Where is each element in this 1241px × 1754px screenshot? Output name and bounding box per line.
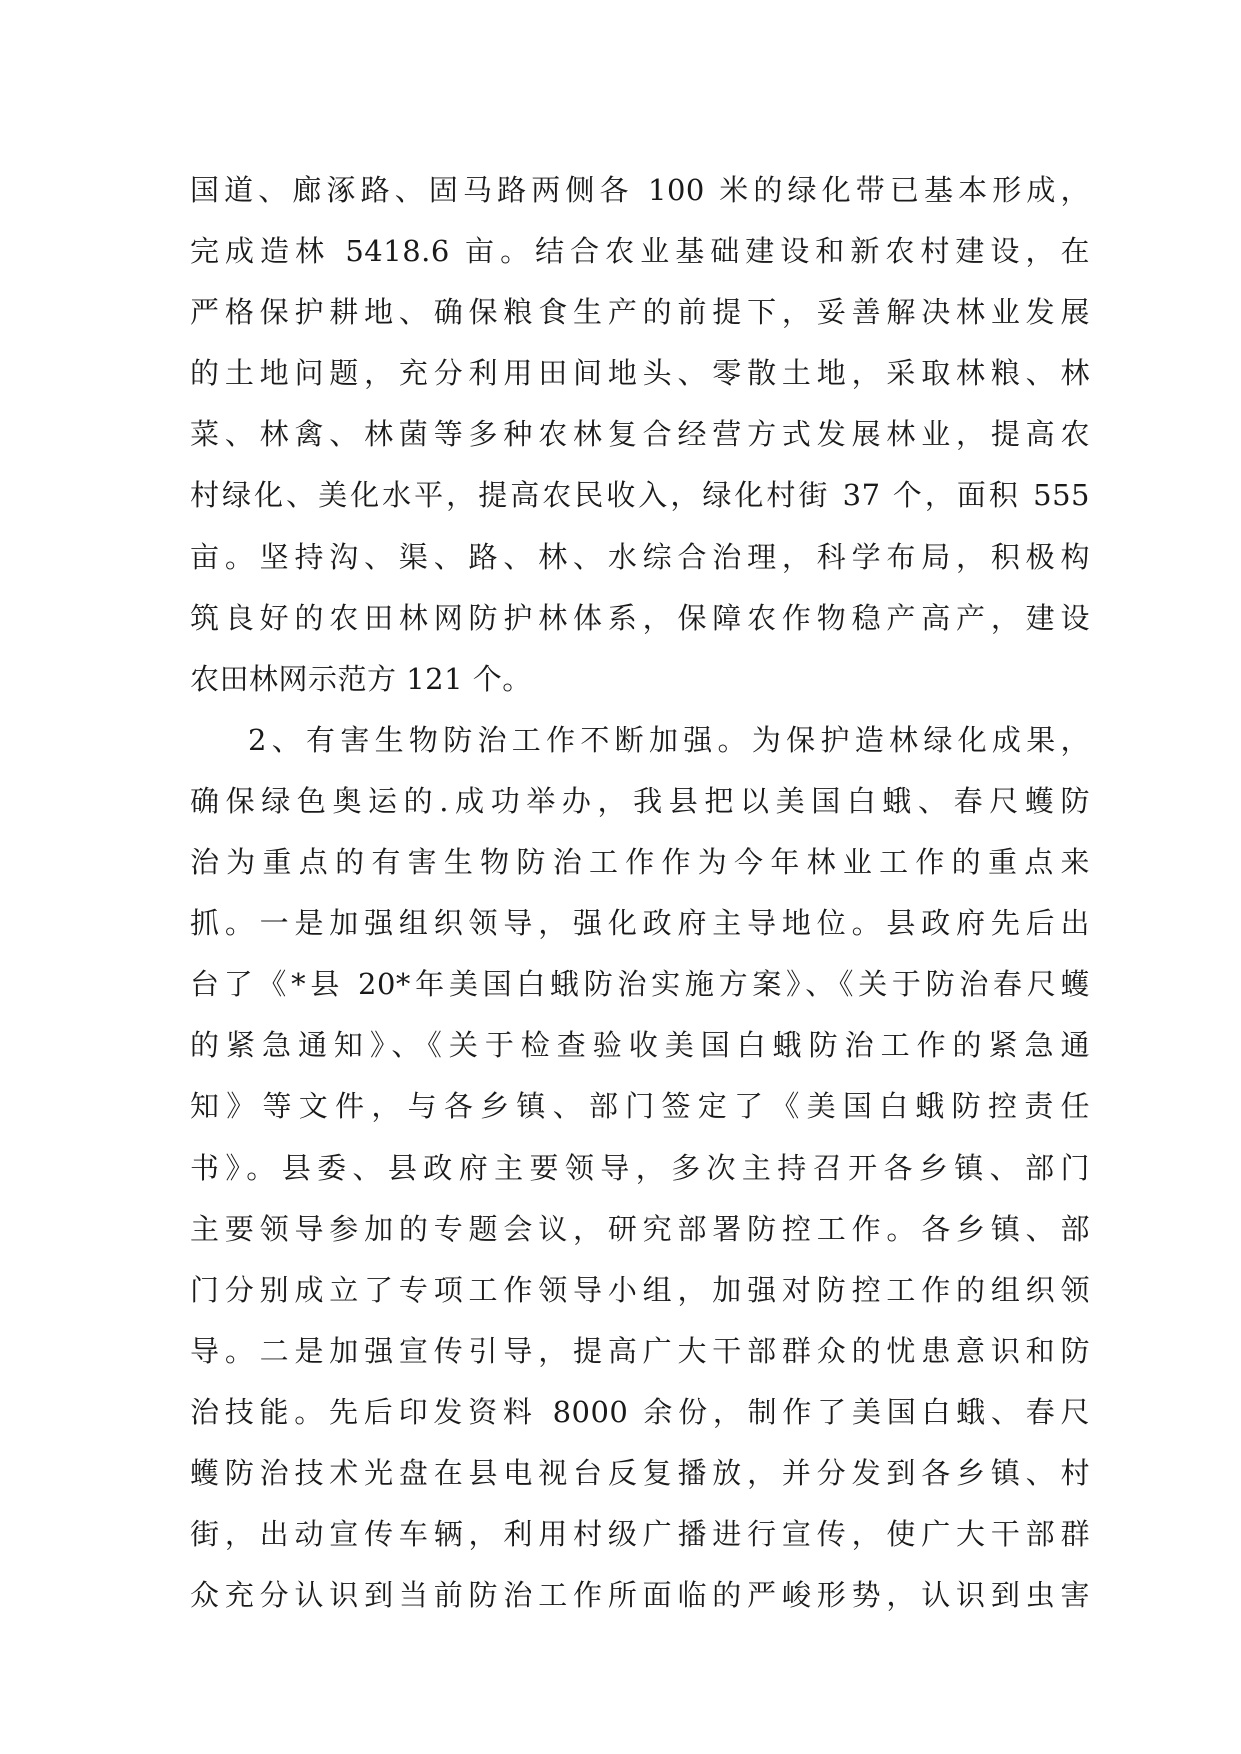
text-line: 村绿化、美化水平，提高农民收入，绿化村街 37 个，面积 555 xyxy=(190,478,1090,513)
text-line: 治技能。先后印发资料 8000 余份，制作了美国白蛾、春尺 xyxy=(190,1394,1090,1429)
text-line: 众充分认识到当前防治工作所面临的严峻形势，认识到虫害 xyxy=(190,1578,1090,1613)
text-line: 国道、廊涿路、固马路两侧各 100 米的绿化带已基本形成， xyxy=(190,173,1090,207)
text-line: 书》。县委、县政府主要领导，多次主持召开各乡镇、部门 xyxy=(190,1150,1090,1185)
text-line: 门分别成立了专项工作领导小组，加强对防控工作的组织领 xyxy=(190,1272,1090,1307)
text-line: 的紧急通知》、《关于检查验收美国白蛾防治工作的紧急通 xyxy=(190,1028,1090,1063)
text-line: 完成造林 5418.6 亩。结合农业基础建设和新农村建设，在 xyxy=(190,234,1090,269)
body-text xyxy=(190,160,1090,1626)
text-line: 台了《*县 20*年美国白蛾防治实施方案》、《关于防治春尺蠖 xyxy=(190,967,1090,1002)
text-line: 蠖防治技术光盘在县电视台反复播放，并分发到各乡镇、村 xyxy=(190,1455,1090,1490)
text-line: 亩。坚持沟、渠、路、林、水综合治理，科学布局，积极构 xyxy=(190,539,1090,574)
paragraph-start-line: 2、有害生物防治工作不断加强。为保护造林绿化成果， xyxy=(248,722,1090,757)
text-line: 抓。一是加强组织领导，强化政府主导地位。县政府先后出 xyxy=(190,906,1090,941)
text-line: 筑良好的农田林网防护林体系，保障农作物稳产高产，建设 xyxy=(190,600,1090,635)
text-line: 菜、林禽、林菌等多种农林复合经营方式发展林业，提高农 xyxy=(190,417,1090,452)
text-line: 确保绿色奥运的.成功举办，我县把以美国白蛾、春尺蠖防 xyxy=(190,783,1090,818)
text-line: 知》等文件，与各乡镇、部门签定了《美国白蛾防控责任 xyxy=(190,1089,1090,1124)
text-line: 主要领导参加的专题会议，研究部署防控工作。各乡镇、部 xyxy=(190,1211,1090,1246)
text-line: 农田林网示范方 121 个。 xyxy=(190,661,532,696)
text-line: 街，出动宣传车辆，利用村级广播进行宣传，使广大干部群 xyxy=(190,1517,1090,1552)
text-line: 严格保护耕地、确保粮食生产的前提下，妥善解决林业发展 xyxy=(190,295,1090,330)
text-line: 的土地问题，充分利用田间地头、零散土地，采取林粮、林 xyxy=(190,356,1090,391)
text-line: 导。二是加强宣传引导，提高广大干部群众的忧患意识和防 xyxy=(190,1333,1090,1368)
text-line: 治为重点的有害生物防治工作作为今年林业工作的重点来 xyxy=(190,845,1090,880)
